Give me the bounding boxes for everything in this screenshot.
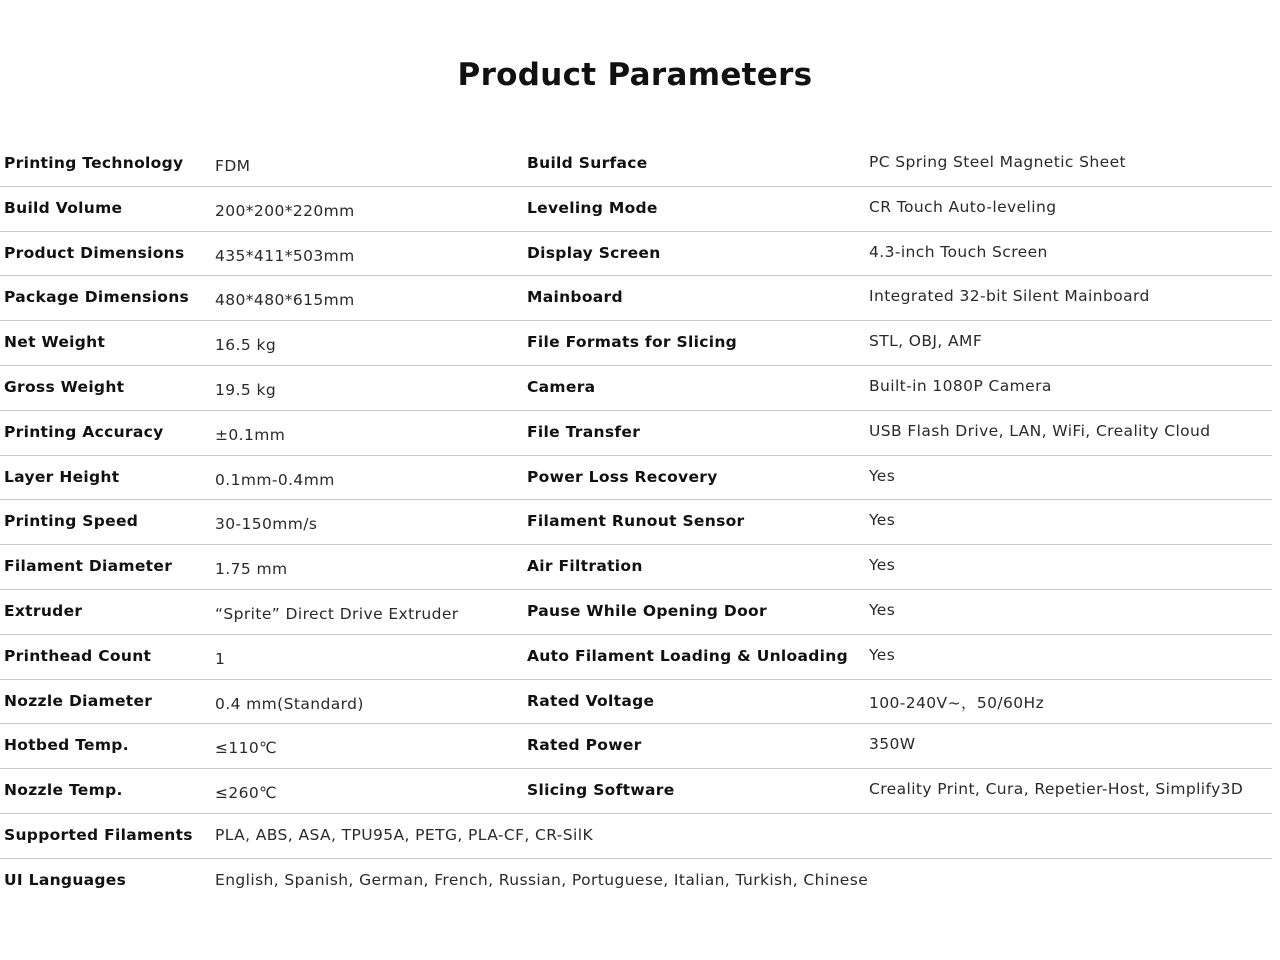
table-row bbox=[0, 232, 1272, 277]
spec-label: Pause While Opening Door bbox=[527, 601, 767, 620]
spec-label: Nozzle Temp. bbox=[4, 781, 123, 800]
spec-value: Creality Print, Cura, Repetier-Host, Simplify3D bbox=[869, 780, 1244, 799]
spec-value: Yes bbox=[869, 645, 896, 664]
spec-label: Mainboard bbox=[527, 288, 623, 307]
spec-label: Air Filtration bbox=[527, 557, 643, 576]
spec-label: File Transfer bbox=[527, 422, 641, 441]
spec-value: ±0.1mm bbox=[215, 425, 286, 444]
table-row bbox=[0, 456, 1272, 501]
spec-value: 435*411*503mm bbox=[215, 246, 355, 265]
spec-label: Supported Filaments bbox=[4, 825, 193, 844]
spec-value: FDM bbox=[215, 157, 251, 175]
spec-table bbox=[0, 142, 1272, 904]
spec-value: Yes bbox=[869, 466, 896, 485]
table-row bbox=[0, 276, 1272, 321]
spec-label: Hotbed Temp. bbox=[4, 736, 129, 755]
spec-value: “Sprite” Direct Drive Extruder bbox=[215, 604, 459, 623]
spec-value: USB Flash Drive, LAN, WiFi, Creality Cloud bbox=[869, 421, 1211, 440]
spec-label: Gross Weight bbox=[4, 377, 125, 396]
spec-value: PC Spring Steel Magnetic Sheet bbox=[869, 153, 1126, 171]
spec-value: 1 bbox=[215, 649, 226, 668]
spec-value: 1.75 mm bbox=[215, 560, 288, 579]
table-row bbox=[0, 635, 1272, 680]
page-title: Product Parameters bbox=[457, 57, 813, 93]
spec-value: STL, OBJ, AMF bbox=[869, 332, 983, 351]
spec-label: Power Loss Recovery bbox=[527, 467, 718, 486]
table-row bbox=[0, 187, 1272, 232]
spec-value: CR Touch Auto-leveling bbox=[869, 197, 1057, 216]
spec-value: 19.5 kg bbox=[215, 380, 277, 399]
table-row bbox=[0, 500, 1272, 545]
spec-value: Built-in 1080P Camera bbox=[869, 376, 1052, 395]
spec-label: Leveling Mode bbox=[527, 198, 658, 217]
spec-value: ≤260℃ bbox=[215, 784, 277, 803]
spec-label: Auto Filament Loading & Unloading bbox=[527, 646, 848, 665]
spec-label: Net Weight bbox=[4, 333, 106, 352]
spec-value: Yes bbox=[869, 556, 896, 575]
table-row-full bbox=[0, 859, 1272, 904]
spec-value: English, Spanish, German, French, Russian, Portuguese, Italian, Turkish, Chinese bbox=[215, 870, 869, 889]
spec-label: Build Surface bbox=[527, 154, 648, 172]
spec-value: ≤110℃ bbox=[215, 739, 277, 758]
spec-value: 30-150mm/s bbox=[215, 515, 318, 534]
spec-label: Package Dimensions bbox=[4, 288, 190, 307]
table-row bbox=[0, 411, 1272, 456]
spec-label: Filament Diameter bbox=[4, 557, 173, 576]
spec-value: 0.4 mm(Standard) bbox=[215, 694, 364, 713]
spec-label: Printing Technology bbox=[4, 154, 184, 172]
spec-label: Nozzle Diameter bbox=[4, 691, 153, 710]
spec-label: Build Volume bbox=[4, 198, 123, 217]
table-row-full bbox=[0, 814, 1272, 859]
table-row bbox=[0, 724, 1272, 769]
spec-value: 16.5 kg bbox=[215, 336, 277, 355]
spec-value: 100-240V~，50/60Hz bbox=[869, 693, 1045, 712]
spec-label: Printhead Count bbox=[4, 646, 152, 665]
table-row bbox=[0, 321, 1272, 366]
spec-value: 4.3-inch Touch Screen bbox=[869, 242, 1048, 261]
table-row bbox=[0, 142, 1272, 187]
spec-value: Yes bbox=[869, 600, 896, 619]
spec-label: Product Dimensions bbox=[4, 243, 185, 262]
spec-label: Slicing Software bbox=[527, 781, 675, 800]
spec-label: Printing Speed bbox=[4, 512, 139, 531]
table-row bbox=[0, 769, 1272, 814]
spec-value: Integrated 32-bit Silent Mainboard bbox=[869, 287, 1150, 306]
spec-label: Camera bbox=[527, 377, 596, 396]
spec-value: 0.1mm-0.4mm bbox=[215, 470, 335, 489]
table-row bbox=[0, 590, 1272, 635]
spec-value: 200*200*220mm bbox=[215, 201, 355, 220]
spec-label: Extruder bbox=[4, 601, 83, 620]
table-row bbox=[0, 366, 1272, 411]
spec-label: Printing Accuracy bbox=[4, 422, 164, 441]
table-row bbox=[0, 545, 1272, 590]
spec-value: 350W bbox=[869, 735, 916, 754]
spec-value: Yes bbox=[869, 511, 896, 530]
spec-value: 480*480*615mm bbox=[215, 291, 355, 310]
table-row bbox=[0, 680, 1272, 725]
spec-label: File Formats for Slicing bbox=[527, 333, 738, 352]
spec-value: PLA, ABS, ASA, TPU95A, PETG, PLA-CF, CR-SilK bbox=[215, 825, 594, 844]
spec-label: Layer Height bbox=[4, 467, 120, 486]
spec-label: Rated Power bbox=[527, 736, 642, 755]
spec-label: Rated Voltage bbox=[527, 691, 655, 710]
spec-label: Filament Runout Sensor bbox=[527, 512, 745, 531]
spec-label: Display Screen bbox=[527, 243, 661, 262]
spec-label: UI Languages bbox=[4, 870, 127, 889]
